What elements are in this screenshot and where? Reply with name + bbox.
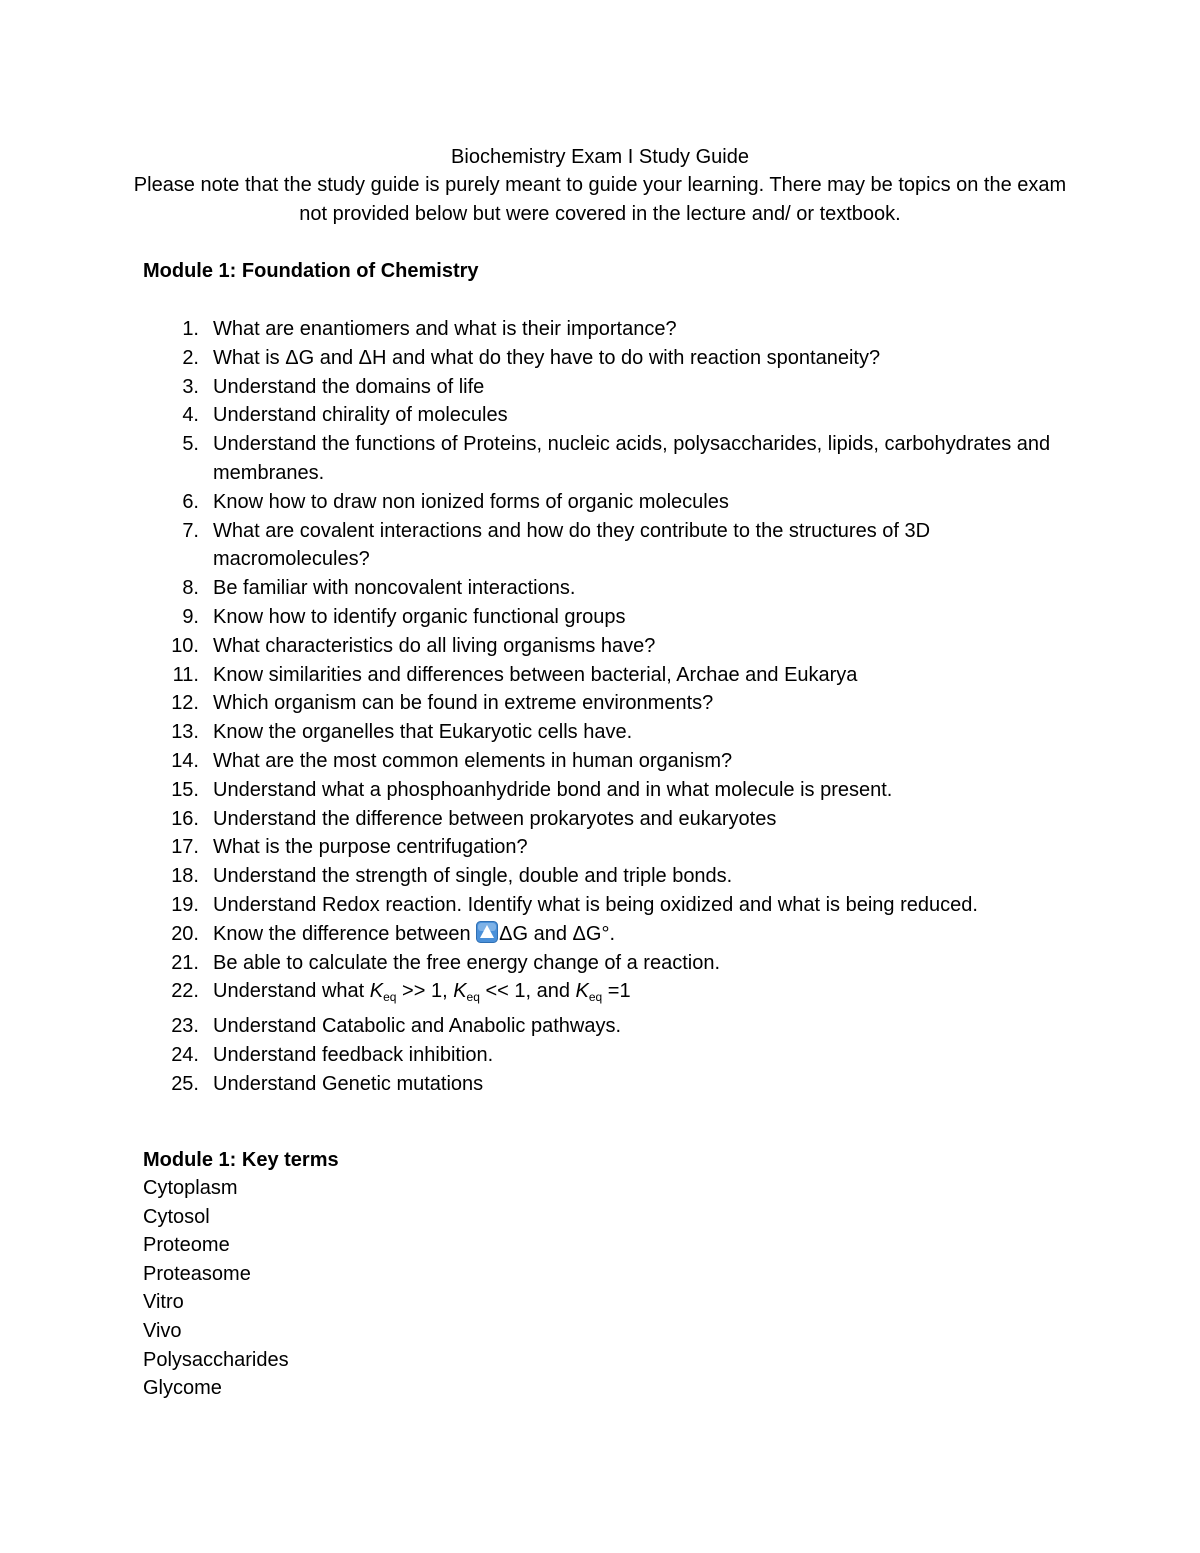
keq-symbol: K	[575, 980, 589, 1003]
question-text: Know how to identify organic functional groups	[213, 605, 626, 628]
question-number: 4.	[182, 404, 199, 427]
question-text: Understand Genetic mutations	[213, 1072, 484, 1095]
question-text: Understand what a phosphoanhydride bond and in what molecule is present.	[213, 778, 893, 801]
question-text: What are the most common elements in human organism?	[213, 749, 733, 772]
question-item	[143, 517, 1063, 575]
question-item	[143, 718, 1063, 747]
question-number: 19.	[171, 893, 199, 916]
key-terms-heading: Module 1: Key terms	[143, 1149, 339, 1171]
question-item	[143, 373, 1063, 402]
question-number: 9.	[182, 605, 199, 628]
question-text-after-icon: ΔG and ΔG°.	[499, 922, 616, 945]
question-item	[143, 891, 1063, 920]
key-term: Proteome	[143, 1234, 230, 1257]
question-text: Be able to calculate the free energy change of a reaction.	[213, 951, 721, 974]
question-number: 3.	[182, 375, 199, 398]
question-number: 10.	[171, 634, 199, 657]
question-text: What characteristics do all living organisms have?	[213, 634, 656, 657]
question-item	[143, 1012, 1063, 1041]
question-item	[143, 1041, 1063, 1070]
question-item	[143, 661, 1063, 690]
question-text: Be familiar with noncovalent interactions.	[213, 577, 576, 600]
question-text: Which organism can be found in extreme environments?	[213, 692, 714, 715]
question-item	[143, 1070, 1063, 1099]
key-term: Cytoplasm	[143, 1177, 238, 1199]
question-item	[143, 430, 1063, 488]
question-item	[143, 315, 1063, 344]
keq-subscript: eq	[466, 990, 480, 1005]
key-terms-list	[143, 1174, 289, 1403]
question-number: 5.	[182, 433, 199, 456]
question-item	[143, 862, 1063, 891]
question-item	[143, 401, 1063, 430]
keq-subscript: eq	[383, 990, 397, 1005]
question-text: Understand Redox reaction. Identify what is being oxidized and what is being reduced.	[213, 893, 978, 916]
question-item	[143, 920, 1063, 949]
question-number: 8.	[182, 577, 199, 600]
document-title: Biochemistry Exam I Study Guide	[451, 146, 749, 168]
question-item	[143, 632, 1063, 661]
module-1-heading: Module 1: Foundation of Chemistry	[143, 260, 479, 282]
question-number: 23.	[171, 1015, 199, 1038]
question-number: 6.	[182, 490, 199, 513]
question-text: Understand feedback inhibition.	[213, 1043, 494, 1066]
question-item	[143, 977, 1063, 1012]
keq-symbol: K	[369, 980, 384, 1003]
keq-subscript: eq	[588, 990, 603, 1005]
question-number: 2.	[182, 346, 199, 369]
question-text: Understand the functions of Proteins, nucleic acids, polysaccharides, lipids, carbohydrates and membranes.	[213, 433, 1051, 484]
key-term: Proteasome	[143, 1262, 251, 1285]
question-number: 1.	[182, 318, 199, 340]
key-term: Polysaccharides	[143, 1348, 289, 1371]
question-number: 22.	[171, 980, 199, 1003]
question-text: Understand Catabolic and Anabolic pathways.	[213, 1015, 622, 1038]
question-list	[143, 315, 1063, 1099]
question-item	[143, 344, 1063, 373]
keq-condition-1: >> 1,	[396, 980, 454, 1003]
question-text: Know how to draw non ionized forms of organic molecules	[213, 490, 729, 513]
keq-condition-3: =1	[602, 980, 631, 1003]
question-text: Understand the domains of life	[213, 375, 485, 398]
key-term: Vitro	[143, 1291, 184, 1314]
question-item	[143, 603, 1063, 632]
question-number: 16.	[171, 807, 199, 830]
question-number: 11.	[172, 663, 199, 686]
question-number: 24.	[171, 1043, 199, 1066]
question-item	[143, 776, 1063, 805]
study-guide-note: Please note that the study guide is purely meant to guide your learning. There may be topics on the exam not provided below but were covered in the lecture and/ or textbook.	[133, 174, 1067, 225]
question-text: Understand the difference between prokaryotes and eukaryotes	[213, 807, 777, 830]
question-number: 21.	[171, 951, 199, 974]
question-text: What is the purpose centrifugation?	[213, 836, 528, 859]
question-number: 25.	[171, 1072, 199, 1095]
keq-symbol: K	[453, 980, 467, 1003]
question-text	[213, 920, 1063, 949]
question-item	[143, 574, 1063, 603]
question-number: 18.	[171, 865, 199, 888]
question-item	[143, 488, 1063, 517]
keq-lead-text: Understand what	[213, 980, 370, 1003]
keq-condition-2: << 1, and	[479, 980, 576, 1003]
question-text: Know the organelles that Eukaryotic cells have.	[213, 721, 633, 744]
question-item	[143, 747, 1063, 776]
question-text: What are enantiomers and what is their importance?	[213, 318, 677, 340]
question-text: Know similarities and differences between bacterial, Archae and Eukarya	[213, 663, 858, 686]
question-item	[143, 805, 1063, 834]
question-text: Understand the strength of single, double and triple bonds.	[213, 865, 733, 888]
question-text	[213, 977, 1063, 1012]
question-item	[143, 833, 1063, 862]
question-item	[143, 689, 1063, 718]
question-number: 7.	[182, 519, 199, 542]
key-term: Vivo	[143, 1319, 182, 1342]
question-number: 12.	[171, 692, 199, 715]
key-term: Cytosol	[143, 1205, 210, 1228]
question-item	[143, 949, 1063, 978]
question-text: What are covalent interactions and how do they contribute to the structures of 3D macromolecules?	[213, 519, 931, 571]
question-number: 20.	[171, 922, 199, 945]
question-text-before-icon: Know the difference between	[213, 922, 477, 945]
question-text: What is ΔG and ΔH and what do they have to do with reaction spontaneity?	[213, 346, 881, 369]
question-number: 15.	[171, 778, 199, 801]
delta-emoji-icon	[476, 921, 498, 943]
question-text: Understand chirality of molecules	[213, 404, 508, 427]
question-number: 17.	[171, 836, 199, 859]
question-number: 14.	[171, 749, 199, 772]
question-number: 13.	[171, 721, 199, 744]
key-term: Glycome	[143, 1377, 222, 1400]
